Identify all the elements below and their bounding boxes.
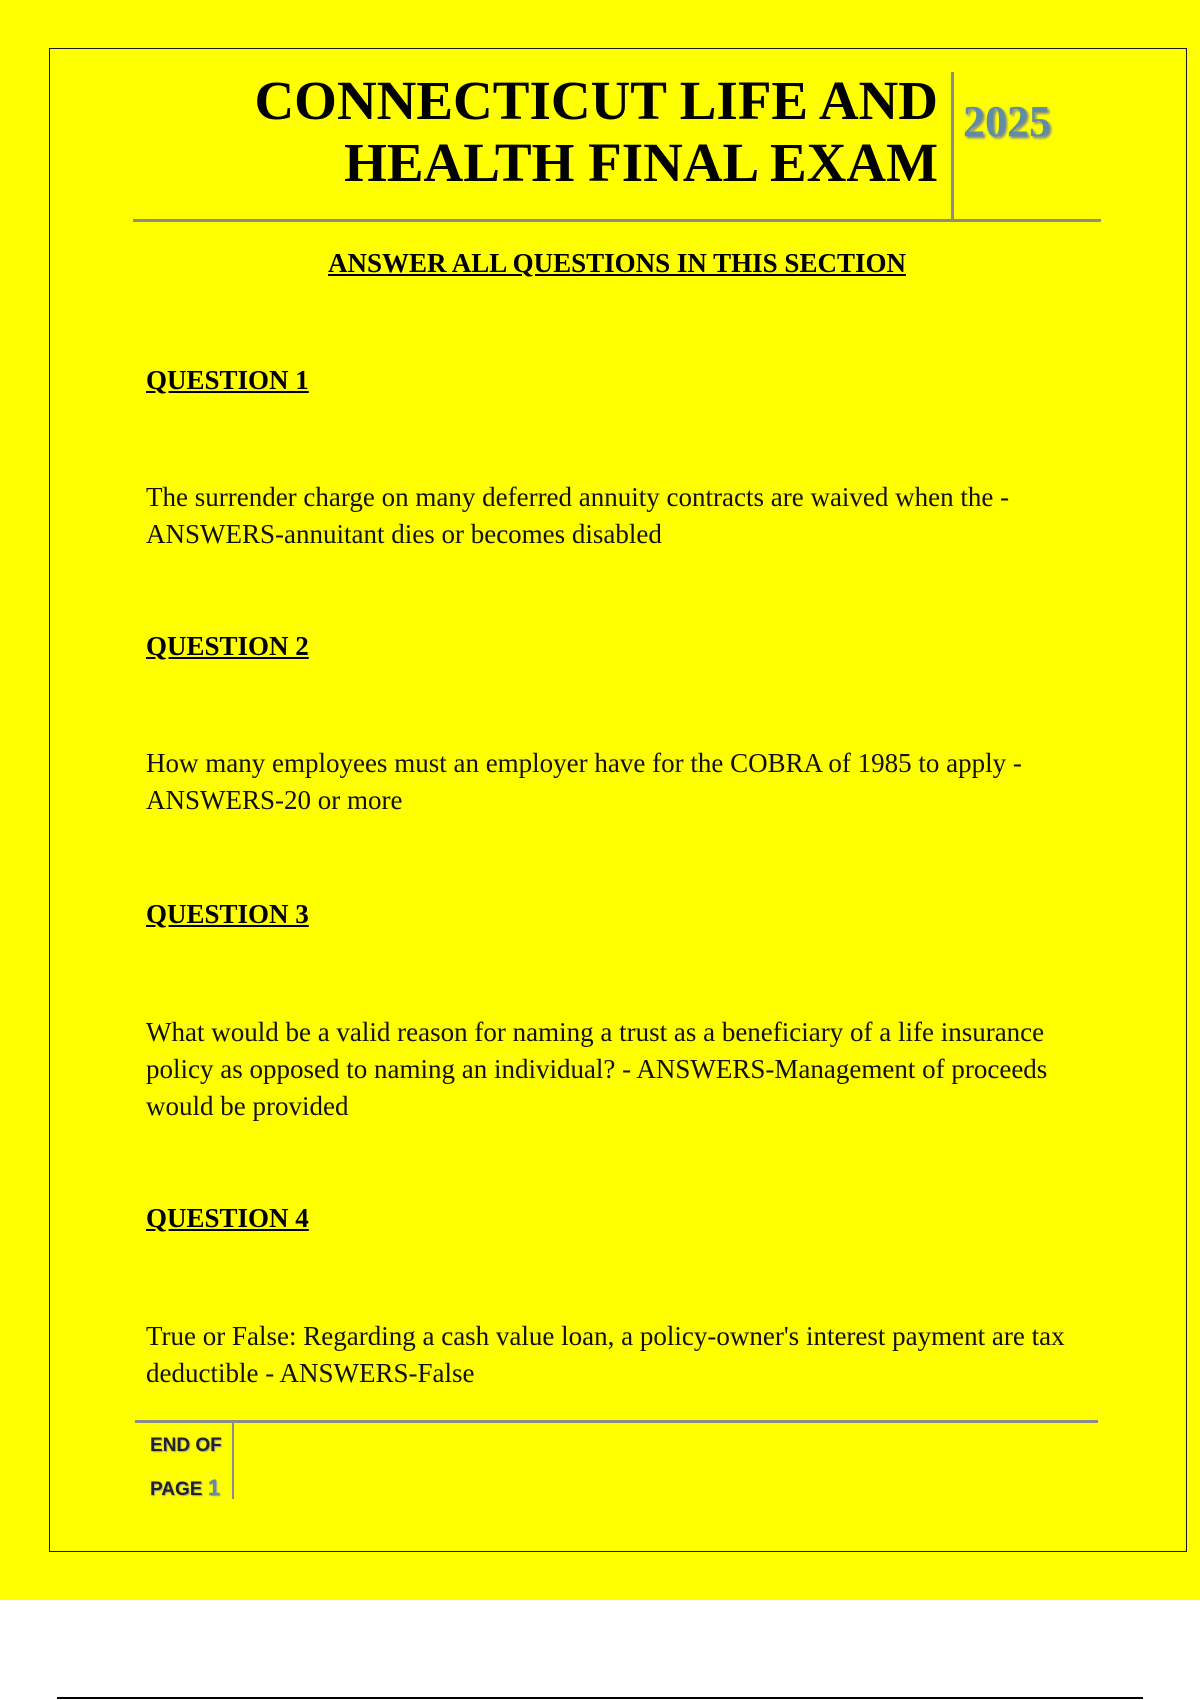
question-4-text: True or False: Regarding a cash value loan, a policy-owner's interest payment are tax deductible - ANSWERS-False [146, 1321, 1065, 1388]
title-divider [951, 72, 954, 220]
document-title [100, 70, 938, 194]
section-heading: ANSWER ALL QUESTIONS IN THIS SECTION [328, 248, 906, 278]
footer-divider [232, 1423, 234, 1499]
question-4-label: QUESTION 4 [146, 1203, 309, 1233]
bottom-rule [57, 1697, 1143, 1699]
question-2-label: QUESTION 2 [146, 631, 309, 661]
title-line-2: HEALTH FINAL EXAM [344, 132, 938, 193]
footer-page-number: 1 [207, 1475, 220, 1500]
question-3-text: What would be a valid reason for naming a trust as a beneficiary of a life insurance policy as opposed to naming an individual? - ANSWERS-Management of proceeds would be provided [146, 1017, 1048, 1121]
title-line-1: CONNECTICUT LIFE AND [254, 70, 938, 131]
footer-line-2 [150, 1467, 230, 1511]
header-rule [133, 219, 1101, 222]
year-label: 2025 [963, 97, 1051, 146]
question-1-text: The surrender charge on many deferred annuity contracts are waived when the - ANSWERS-annuitant dies or becomes disabled [146, 482, 1010, 549]
footer-line-1: END OF [150, 1435, 222, 1456]
question-3-label: QUESTION 3 [146, 899, 309, 929]
footer-rule [135, 1420, 1098, 1423]
footer-page-word: PAGE [150, 1479, 203, 1500]
question-2-text: How many employees must an employer have for the COBRA of 1985 to apply - ANSWERS-20 or more [146, 748, 1022, 815]
page-footer [150, 1425, 230, 1511]
question-1-label: QUESTION 1 [146, 365, 309, 395]
